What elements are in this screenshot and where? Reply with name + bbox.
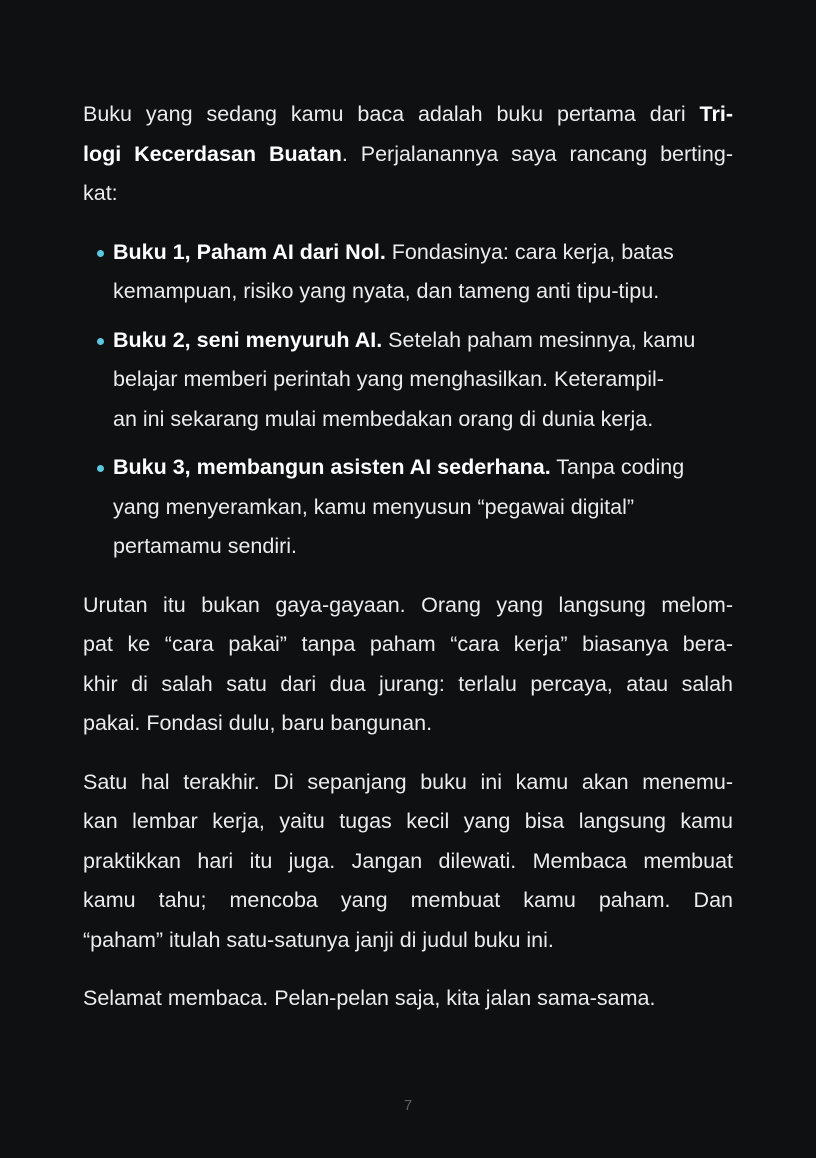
list-item-book-1: Buku 1, Paham AI dari Nol. Fondasinya: cara kerja, batas kemampuan, risiko yang nyata, dan tameng anti tipu-tipu.: [83, 233, 733, 312]
book-3-title: Buku 3, membangun asisten AI sederhana.: [113, 455, 551, 479]
trilogy-title-part-2: logi Kecerdasan Buatan: [83, 141, 342, 166]
intro-line-1: Buku yang sedang kamu baca adalah buku pertama dari Tri-: [83, 102, 733, 126]
list-item-book-3: Buku 3, membangun asisten AI sederhana. Tanpa coding yang menyeramkan, kamu menyusun “pegawai digital” pertamamu sendiri.: [83, 448, 733, 567]
intro-paragraph: [83, 95, 733, 214]
order-paragraph: Urutan itu bukan gaya-gayaan. Orang yang langsung melom- pat ke “cara pakai” tanpa paham “cara kerja” biasanya bera- khir di salah satu dari dua jurang: terlalu percaya, atau salah pakai. Fondasi dulu, baru bangunan.: [83, 592, 733, 735]
bullet-icon: [97, 250, 104, 257]
worksheet-paragraph: Satu hal terakhir. Di sepanjang buku ini kamu akan menemu- kan lembar kerja, yaitu tugas kecil yang bisa langsung kamu praktikkan hari itu juga. Jangan dilewati. Membaca membuat kamu tahu; mencoba yang membuat kamu paham. Dan “paham” itulah satu-satunya janji di judul buku ini.: [83, 769, 733, 952]
list-item-book-2: Buku 2, seni menyuruh AI. Setelah paham mesinnya, kamu belajar memberi perintah yang menghasilkan. Keterampil- an ini sekarang mulai membedakan orang di dunia kerja.: [83, 321, 733, 440]
book-2-title: Buku 2, seni menyuruh AI.: [113, 327, 383, 352]
trilogy-title-part-1: Tri-: [699, 102, 733, 126]
book-list: [83, 233, 733, 567]
page-number: 7: [403, 1097, 413, 1114]
intro-line-2: logi Kecerdasan Buatan. Perjalanannya saya rancang berting-: [83, 141, 733, 166]
book-1-title: Buku 1, Paham AI dari Nol.: [113, 239, 386, 264]
intro-line-3: kat:: [83, 181, 118, 205]
page-body: [83, 95, 733, 1038]
bullet-icon: [97, 465, 104, 472]
closing-paragraph: Selamat membaca. Pelan-pelan saja, kita jalan sama-sama.: [83, 986, 656, 1010]
bullet-icon: [97, 338, 104, 345]
